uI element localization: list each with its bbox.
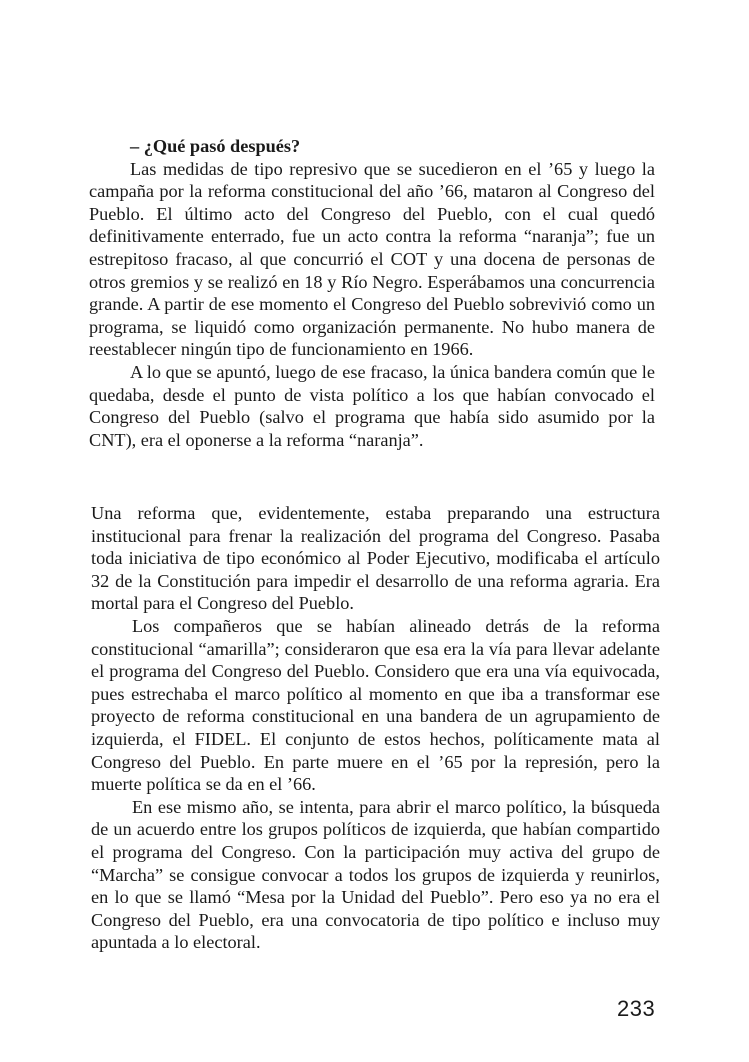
paragraph: A lo que se apuntó, luego de ese fracaso, la única bandera común que le quedaba, desde el punto de vista político a los que habían convocado el Congreso del Pueblo (salvo el programa que había sido asumido por la CNT), era el oponerse a la reforma “naranja”.	[89, 361, 655, 450]
paragraph: Las medidas de tipo represivo que se sucedieron en el ’65 y luego la campaña por la reforma constitucional del año ’66, mataron al Congreso del Pueblo. El último acto del Congreso del Pueblo, con el cual quedó definitivamente enterrado, fue un acto contra la reforma “naranja”; fue un estrepitoso fracaso, al que concurrió el COT y una docena de personas de otros gremios y se realizó en 18 y Río Negro. Esperábamos una concurrencia grande. A partir de ese momento el Congreso del Pueblo sobrevivió como un programa, se liquidó como organización permanente. No hubo manera de reestablecer ningún tipo de funcionamiento en 1966.	[89, 158, 655, 360]
interview-question: – ¿Qué pasó después?	[130, 136, 301, 156]
text-block-top	[89, 135, 655, 451]
text-block-bottom	[91, 502, 660, 954]
paragraph: Una reforma que, evidentemente, estaba preparando una estructura institucional para frenar la realización del programa del Congreso. Pasaba toda iniciativa de tipo económico al Poder Ejecutivo, modificaba el artículo 32 de la Constitución para impedir el desarrollo de una reforma agraria. Era mortal para el Congreso del Pueblo.	[91, 503, 660, 614]
page-number: 233	[617, 996, 656, 1021]
paragraph: Los compañeros que se habían alineado detrás de la reforma constitucional “amarilla”; consideraron que esa era la vía para llevar adelante el programa del Congreso del Pueblo. Considero que era una vía equivocada, pues estrechaba el marco político al momento en que iba a transformar ese proyecto de reforma constitucional en una bandera de un agrupamiento de izquierda, el FIDEL. El conjunto de estos hechos, políticamente mata al Congreso del Pueblo. En parte muere en el ’65 por la represión, pero la muerte política se da en el ’66.	[91, 615, 660, 795]
paragraph: En ese mismo año, se intenta, para abrir el marco político, la búsqueda de un acuerdo entre los grupos políticos de izquierda, que habían compartido el programa del Congreso. Con la participación muy activa del grupo de “Marcha” se consigue convocar a todos los grupos de izquierda y reunirlos, en lo que se llamó “Mesa por la Unidad del Pueblo”. Pero eso ya no era el Congreso del Pueblo, era una convocatoria de tipo político e incluso muy apuntada a lo electoral.	[91, 796, 660, 953]
